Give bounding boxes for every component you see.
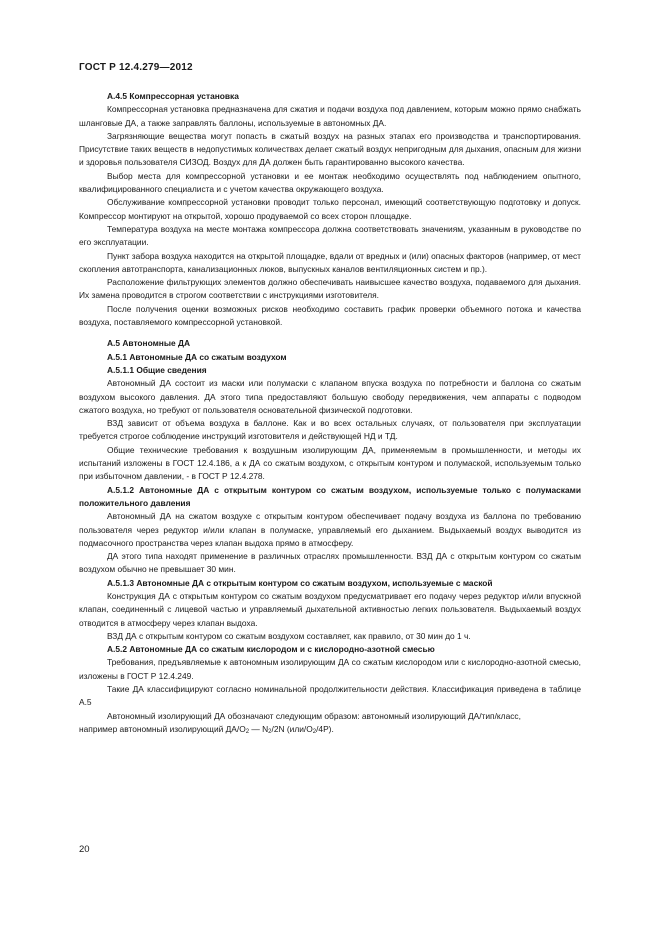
paragraph: Пункт забора воздуха находится на открытой площадке, вдали от вредных и (или) опасных факторов (например, от мест скопления автотранспорта, канализационных люков, выпускных каналов вентиляционных систем и пр.). [79, 250, 581, 274]
text-run: например автономный изолирующий ДА/О [79, 723, 246, 734]
paragraph: Компрессорная установка предназначена для сжатия и подачи воздуха под давлением, которым можно прямо снабжать шланговые ДА, а также заправлять баллоны, используемые в автономных ДА. [79, 104, 581, 128]
text-run: /2N (или/О [271, 723, 313, 734]
paragraph: Выбор места для компрессорной установки и ее монтаж необходимо осуществлять под наблюдением опытного, квалифицированного специалиста и с учетом качества окружающего воздуха. [79, 170, 581, 195]
subscript: 2 [312, 728, 317, 735]
paragraph: После получения оценки возможных рисков необходимо составить график проверки объемного потока и качества воздуха, поставляемого компрессорной установкой. [79, 303, 581, 328]
subscript: 2 [268, 728, 272, 735]
paragraph: Общие технические требования к воздушным изолирующим ДА, применяемым в промышленности, и методы их испытаний изложены в ГОСТ 12.4.186, а к ДА со сжатым воздухом, с открытым контуром и полумаской, используемым только при избыточном давлении, - в ГОСТ Р 12.4.278. [79, 444, 581, 482]
subsection-heading: А.5.1.2 Автономные ДА с открытым контуром со сжатым воздухом, используемые только с полумасками положительного давления [79, 484, 581, 508]
page-header: ГОСТ Р 12.4.279—2012 [79, 62, 193, 73]
section-spacer [79, 329, 581, 337]
paragraph: ВЗД ДА с открытым контуром со сжатым воздухом составляет, как правило, от 30 мин до 1 ч. [107, 630, 471, 641]
section-heading: А.5 Автономные ДА [107, 338, 191, 349]
paragraph: Обслуживание компрессорной установки проводит только персонал, имеющий соответствующую подготовку и допуск. Компрессор монтируют на открытой, хорошо продуваемой со всех сторон площадке. [79, 197, 581, 221]
text-run: /4P). [316, 723, 334, 734]
paragraph: Автономный ДА на сжатом воздухе с открытым контуром обеспечивает подачу воздуха из баллона по требованию пользователя через редуктор и/или клапан в полумаске, управляемый его дыханием. Выдыхаемый воздух выводится из подмасочного пространства через клапан выдоха прямо в атмосферу. [79, 511, 581, 548]
page-number: 20 [79, 844, 90, 855]
paragraph: Автономный изолирующий ДА обозначают следующим образом: автономный изолирующий ДА/тип/класс, [107, 710, 521, 721]
paragraph: Конструкция ДА с открытым контуром со сжатым воздухом предусматривает его подачу через редуктор и/или впускной клапан, соединенный с лицевой частью и управляемый дыхательной активностью легких пользователя. Выдыхаемый воздух отводится в атмосферу через клапан выдоха. [79, 590, 581, 628]
paragraph: Температура воздуха на месте монтажа компрессора должна соответствовать значениям, указанным в руководстве по его эксплуатации. [79, 223, 581, 248]
subscript: 2 [245, 728, 250, 735]
subsection-heading: А.5.2 Автономные ДА со сжатым кислородом и с кислородно-азотной смесью [107, 644, 435, 655]
paragraph: Расположение фильтрующих элементов должно обеспечивать наивысшее качество воздуха, подаваемого для дыхания. Их замена проводится в строгом соответствии с инструкциями изготовителя. [79, 277, 581, 301]
paragraph: Автономный ДА состоит из маски или полумаски с клапаном впуска воздуха по потребности и баллона со сжатым воздухом высокого давления. ДА этого типа предоставляют большую свободу передвижения, чем аппараты с подводом сжатого воздуха, но требуют от пользователя основательной физической подготовки. [79, 378, 581, 415]
subsection-heading: А.5.1.3 Автономные ДА с открытым контуром со сжатым воздухом, используемые с маской [107, 577, 493, 588]
paragraph: ДА этого типа находят применение в различных отраслях промышленности. ВЗД ДА с открытым контуром со сжатым воздухом обычно не превышает 30 мин. [79, 551, 581, 575]
paragraph: Загрязняющие вещества могут попасть в сжатый воздух на разных этапах его производства и транспортирования. Присутствие таких веществ в недопустимых количествах делает сжатый воздух непригодным для дыхания, опасным для жизни и здоровья пользователя СИЗОД. Воздух для ДА должен быть гарантированно высокого качества. [79, 130, 581, 168]
paragraph: ВЗД зависит от объема воздуха в баллоне. Как и во всех остальных случаях, от пользователя при эксплуатации требуется строгое соблюдение инструкций изготовителя и действующей НД и ТД. [79, 418, 581, 442]
paragraph: Такие ДА классифицируют согласно номинальной продолжительности действия. Классификация приведена в таблице А.5 [79, 684, 581, 708]
paragraph-continuation [79, 723, 581, 736]
section-heading: А.4.5 Компрессорная установка [107, 91, 239, 101]
text-run: — N [249, 723, 269, 734]
subsection-heading: А.5.1 Автономные ДА со сжатым воздухом [107, 351, 287, 362]
subsection-heading: А.5.1.1 Общие сведения [107, 364, 207, 375]
document-body [79, 90, 581, 736]
paragraph: Требования, предъявляемые к автономным изолирующим ДА со сжатым кислородом или с кислородно-азотной смесью, изложены в ГОСТ Р 12.4.249. [79, 657, 581, 681]
